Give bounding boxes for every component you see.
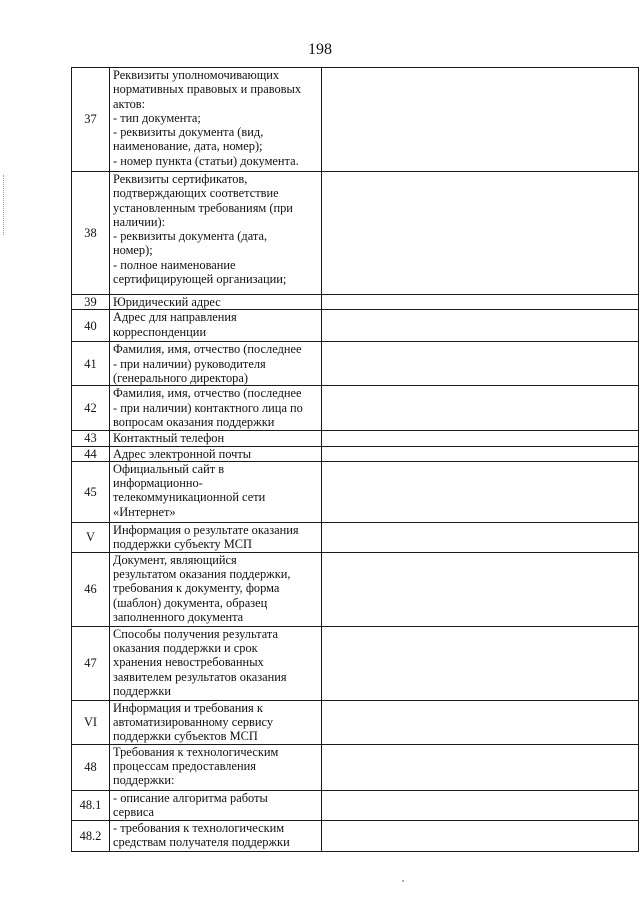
row-number: 47 (72, 626, 110, 700)
row-number: V (72, 522, 110, 552)
description-line: (шаблон) документа, образец (113, 595, 268, 610)
table-row (72, 68, 639, 172)
row-number: 44 (72, 446, 110, 461)
row-value-cell (322, 522, 639, 552)
row-value-cell (322, 295, 639, 310)
row-value-cell (322, 461, 639, 522)
table-row (72, 552, 639, 626)
description-line: наличии): (113, 214, 166, 229)
row-description (110, 522, 322, 552)
row-value-cell (322, 310, 639, 342)
description-line: процессам предоставления (113, 759, 256, 774)
row-number: 40 (72, 310, 110, 342)
row-description (110, 172, 322, 295)
description-line: сертифицирующей организации; (113, 272, 287, 287)
description-line: нормативных правовых и правовых (113, 82, 302, 97)
row-value-cell (322, 626, 639, 700)
description-line: Информация и требования к (113, 700, 263, 715)
description-line: автоматизированному сервису (113, 715, 274, 730)
row-value-cell (322, 386, 639, 431)
row-number: 37 (72, 68, 110, 172)
row-description (110, 461, 322, 522)
description-line: результатом оказания поддержки, (113, 567, 291, 582)
row-number: VI (72, 700, 110, 744)
row-description (110, 310, 322, 342)
row-value-cell (322, 552, 639, 626)
margin-scan-marks (3, 175, 6, 235)
description-line: «Интернет» (113, 504, 176, 519)
row-value-cell (322, 820, 639, 851)
row-description (110, 446, 322, 461)
table-row (72, 172, 639, 295)
row-description (110, 820, 322, 851)
description-line: поддержки: (113, 773, 175, 788)
row-value-cell (322, 446, 639, 461)
table-row (72, 522, 639, 552)
description-line: Способы получения результата (113, 626, 278, 641)
row-value-cell (322, 342, 639, 386)
description-line: сервиса (113, 805, 154, 820)
description-line: - тип документа; (113, 110, 201, 125)
description-line: Адрес электронной почты (113, 446, 252, 461)
description-line: оказания поддержки и срок (113, 641, 258, 656)
table-row (72, 446, 639, 461)
row-number: 48 (72, 744, 110, 790)
row-number: 48.2 (72, 820, 110, 851)
row-value-cell (322, 790, 639, 820)
row-description (110, 431, 322, 446)
description-line: телекоммуникационной сети (113, 490, 266, 505)
description-line: - описание алгоритма работы (113, 790, 268, 805)
description-line: поддержки (113, 684, 171, 699)
description-line: (генерального директора) (113, 370, 248, 385)
row-description (110, 386, 322, 431)
description-line: Требования к технологическим (113, 744, 279, 759)
table-row (72, 744, 639, 790)
table-row (72, 700, 639, 744)
row-description (110, 295, 322, 310)
description-line: - реквизиты документа (дата, (113, 229, 268, 244)
description-line: средствам получателя поддержки (113, 835, 290, 850)
description-line: Информация о результате оказания (113, 522, 299, 537)
description-line: Фамилия, имя, отчество (последнее (113, 342, 302, 357)
row-number: 43 (72, 431, 110, 446)
description-line: Реквизиты уполномочивающих (113, 68, 280, 82)
row-description (110, 790, 322, 820)
row-value-cell (322, 744, 639, 790)
row-description (110, 626, 322, 700)
scan-speck (402, 880, 404, 882)
row-number: 42 (72, 386, 110, 431)
table-row (72, 295, 639, 310)
table-row (72, 386, 639, 431)
table-row (72, 626, 639, 700)
description-line: Документ, являющийся (113, 552, 237, 567)
row-number: 48.1 (72, 790, 110, 820)
description-line: - реквизиты документа (вид, (113, 125, 264, 140)
description-line: требования к документу, форма (113, 581, 280, 596)
row-description (110, 552, 322, 626)
row-description (110, 744, 322, 790)
row-description (110, 342, 322, 386)
description-line: хранения невостребованных (113, 655, 264, 670)
row-value-cell (322, 431, 639, 446)
description-line: - полное наименование (113, 257, 236, 272)
description-line: поддержки субъектов МСП (113, 729, 258, 744)
row-description (110, 700, 322, 744)
row-value-cell (322, 172, 639, 295)
requirements-table (71, 67, 639, 852)
description-line: Реквизиты сертификатов, (113, 172, 248, 186)
row-value-cell (322, 700, 639, 744)
description-line: информационно- (113, 476, 203, 491)
description-line: корреспонденции (113, 324, 207, 339)
page-number: 198 (308, 41, 332, 58)
row-description (110, 68, 322, 172)
table-row (72, 790, 639, 820)
description-line: - номер пункта (статьи) документа. (113, 153, 299, 168)
description-line: актов: (113, 96, 146, 111)
description-line: заполненного документа (113, 610, 244, 625)
description-line: номер); (113, 243, 153, 258)
row-number: 45 (72, 461, 110, 522)
description-line: заявителем результатов оказания (113, 669, 287, 684)
description-line: установленным требованиям (при (113, 200, 293, 215)
table-row (72, 342, 639, 386)
table-row (72, 820, 639, 851)
description-line: поддержки субъекту МСП (113, 537, 252, 552)
row-number: 41 (72, 342, 110, 386)
description-line: подтверждающих соответствие (113, 186, 279, 201)
description-line: - требования к технологическим (113, 820, 285, 835)
description-line: Адрес для направления (113, 310, 237, 325)
table-row (72, 310, 639, 342)
description-line: наименование, дата, номер); (113, 139, 263, 154)
description-line: вопросам оказания поддержки (113, 414, 275, 429)
row-number: 46 (72, 552, 110, 626)
row-number: 38 (72, 172, 110, 295)
description-line: Фамилия, имя, отчество (последнее (113, 386, 302, 401)
description-line: - при наличии) контактного лица по (113, 400, 303, 415)
description-line: - при наличии) руководителя (113, 356, 266, 371)
description-line: Юридический адрес (113, 295, 221, 309)
row-value-cell (322, 68, 639, 172)
row-number: 39 (72, 295, 110, 310)
description-line: Контактный телефон (113, 431, 225, 446)
table-row (72, 431, 639, 446)
table-row (72, 461, 639, 522)
description-line: Официальный сайт в (113, 461, 225, 476)
